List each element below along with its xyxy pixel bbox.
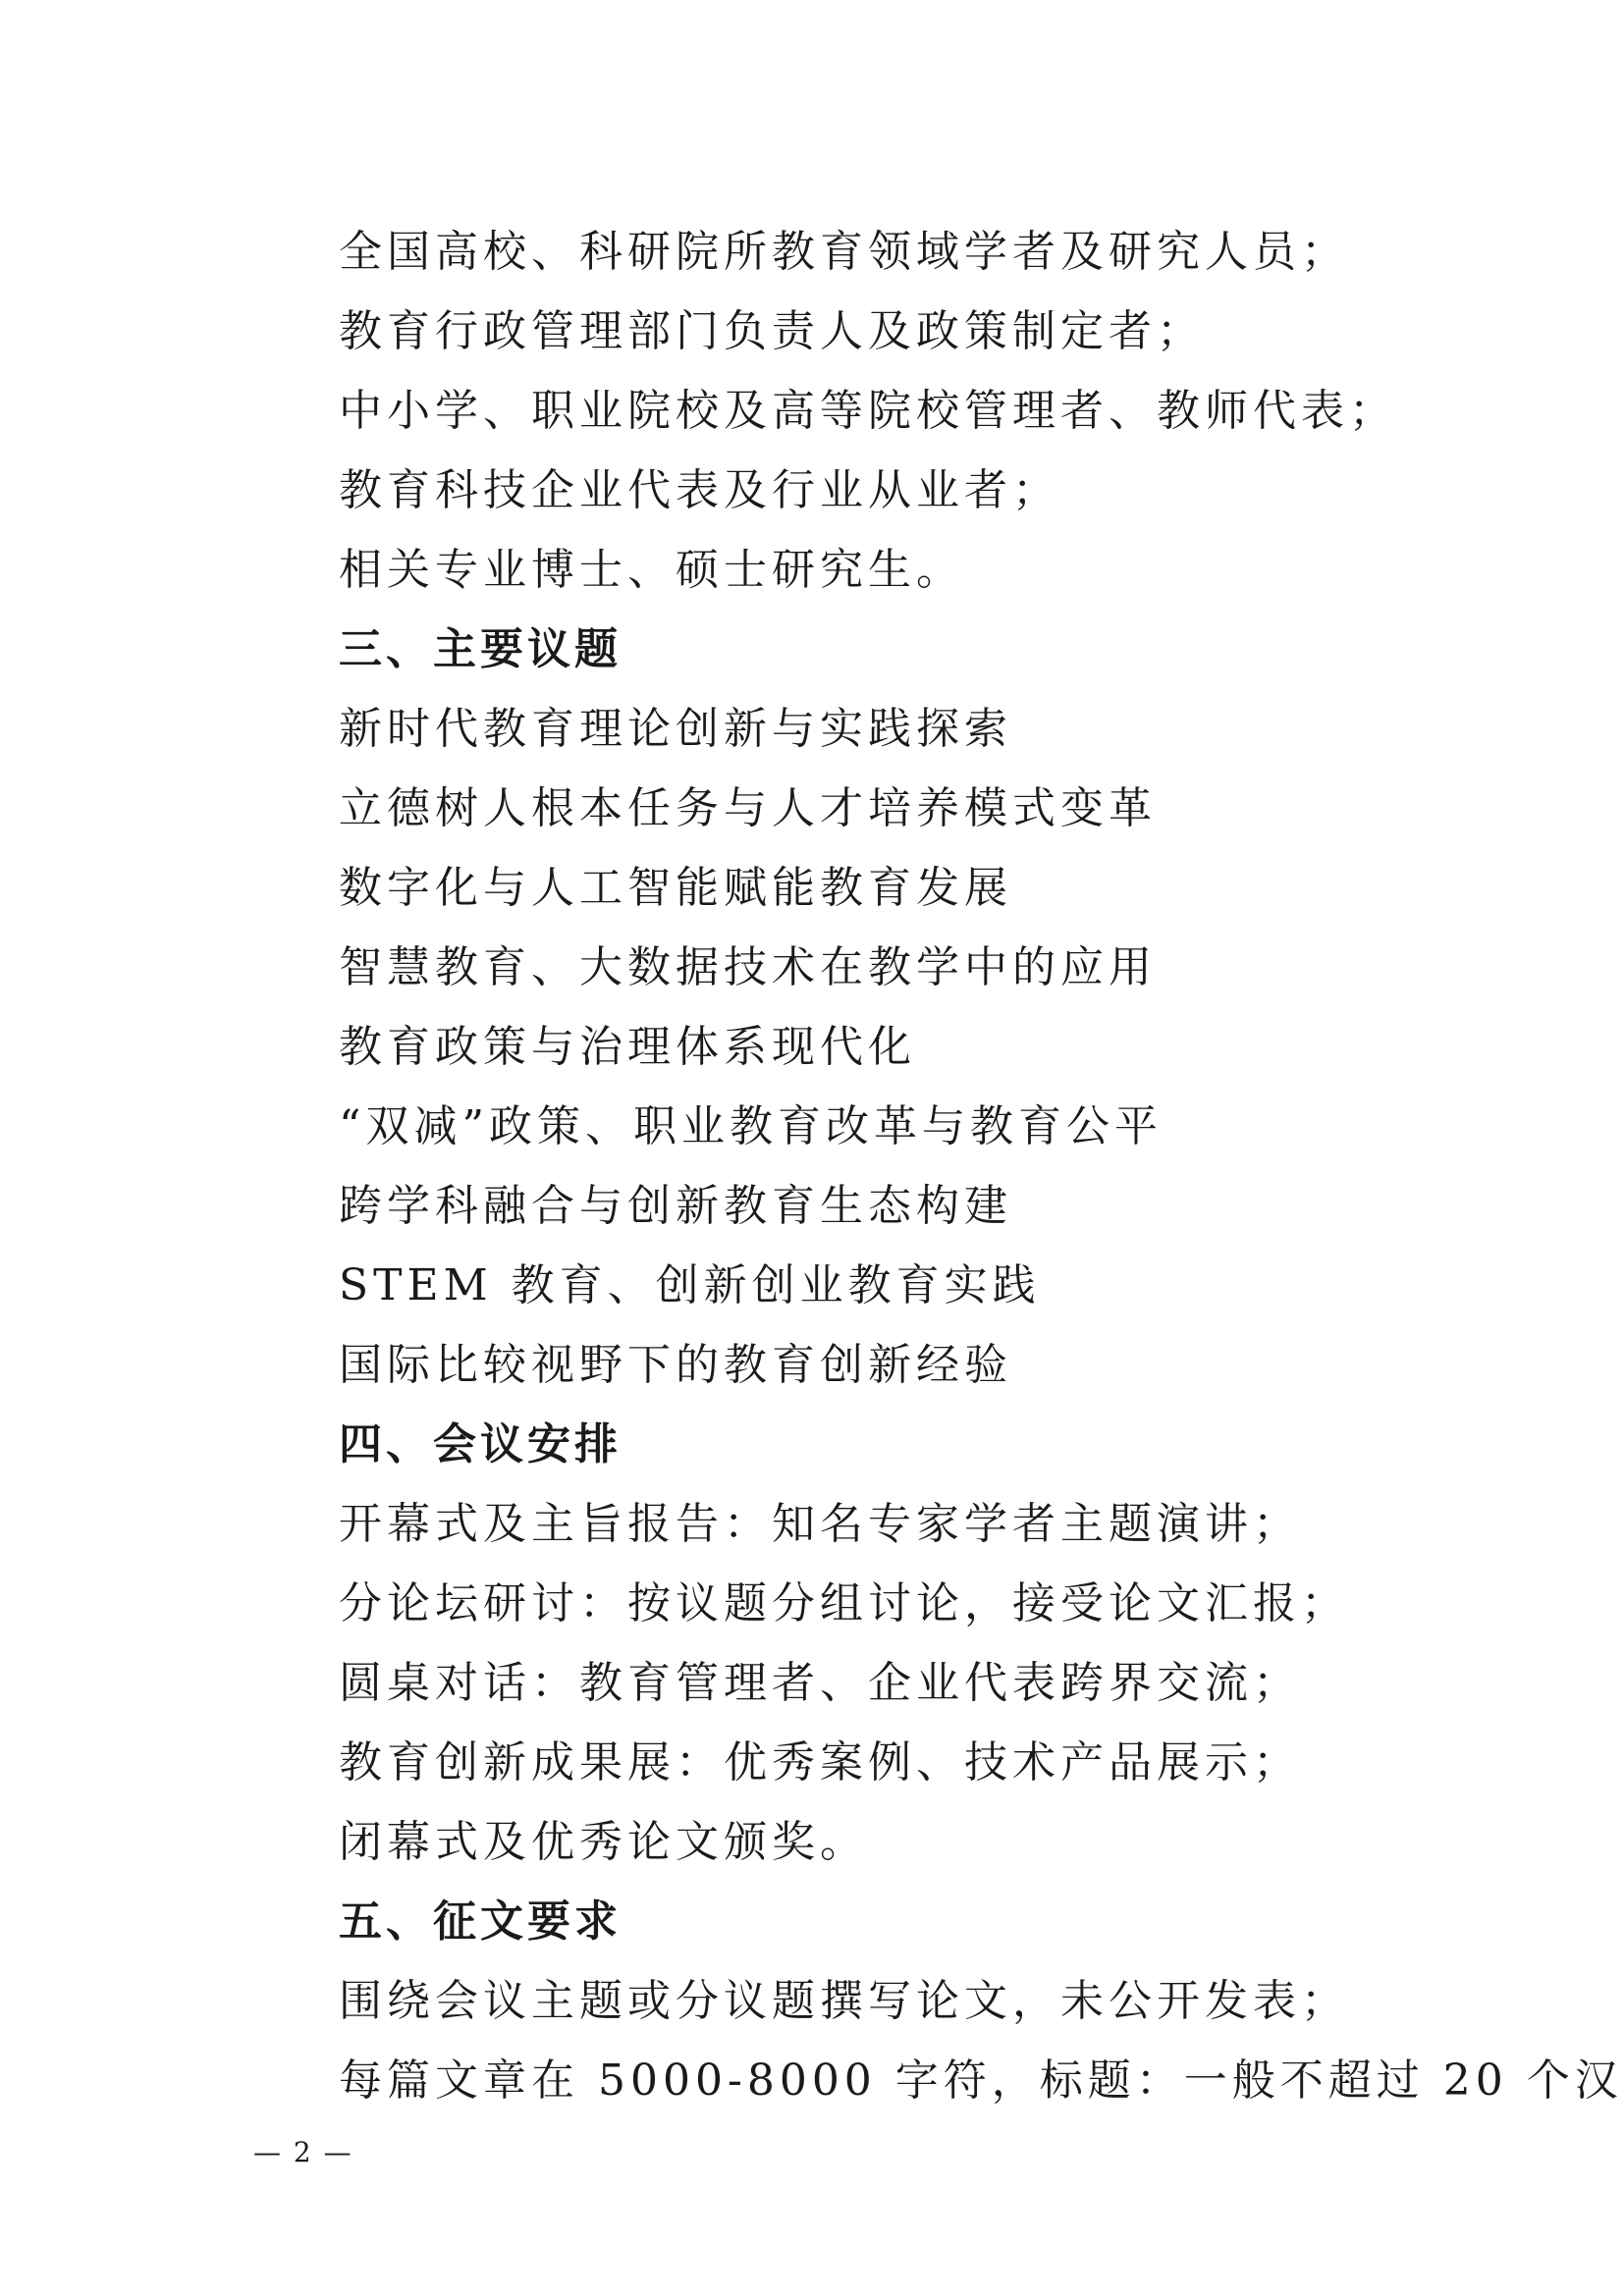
body-line: 教育创新成果展：优秀案例、技术产品展示； — [339, 1737, 1301, 1788]
body-line: “双减”政策、职业教育改革与教育公平 — [339, 1101, 1163, 1151]
page-number: — 2 — — [253, 2136, 353, 2168]
body-line: 每篇文章在 5000-8000 字符，标题：一般不超过 20 个汉 — [339, 2056, 1623, 2106]
body-line: 国际比较视野下的教育创新经验 — [339, 1340, 1012, 1390]
body-line: 圆桌对话：教育管理者、企业代表跨界交流； — [339, 1658, 1301, 1708]
body-line: 立德树人根本任务与人才培养模式变革 — [339, 783, 1157, 833]
section-heading: 四、会议安排 — [339, 1419, 622, 1469]
document-body — [339, 212, 1623, 2120]
body-line: 跨学科融合与创新教育生态构建 — [339, 1181, 1012, 1231]
body-line: 分论坛研讨：按议题分组讨论，接受论文汇报； — [339, 1578, 1349, 1629]
body-line: 围绕会议主题或分议题撰写论文，未公开发表； — [339, 1976, 1349, 2026]
body-line: 教育科技企业代表及行业从业者； — [339, 465, 1060, 515]
body-line: 智慧教育、大数据技术在教学中的应用 — [339, 942, 1157, 992]
body-line: 新时代教育理论创新与实践探索 — [339, 704, 1012, 754]
body-line: 教育政策与治理体系现代化 — [339, 1022, 916, 1072]
body-line: 全国高校、科研院所教育领域学者及研究人员； — [339, 227, 1349, 277]
body-line: 闭幕式及优秀论文颁奖。 — [339, 1817, 868, 1867]
body-line: 相关专业博士、硕士研究生。 — [339, 545, 964, 595]
body-line: 中小学、职业院校及高等院校管理者、教师代表； — [339, 386, 1397, 436]
body-line: 开幕式及主旨报告：知名专家学者主题演讲； — [339, 1499, 1301, 1549]
section-heading: 五、征文要求 — [339, 1896, 622, 1947]
section-heading: 三、主要议题 — [339, 624, 622, 674]
body-line: 教育行政管理部门负责人及政策制定者； — [339, 306, 1205, 356]
body-line: 数字化与人工智能赋能教育发展 — [339, 863, 1012, 913]
body-line: STEM 教育、创新创业教育实践 — [339, 1260, 1041, 1310]
